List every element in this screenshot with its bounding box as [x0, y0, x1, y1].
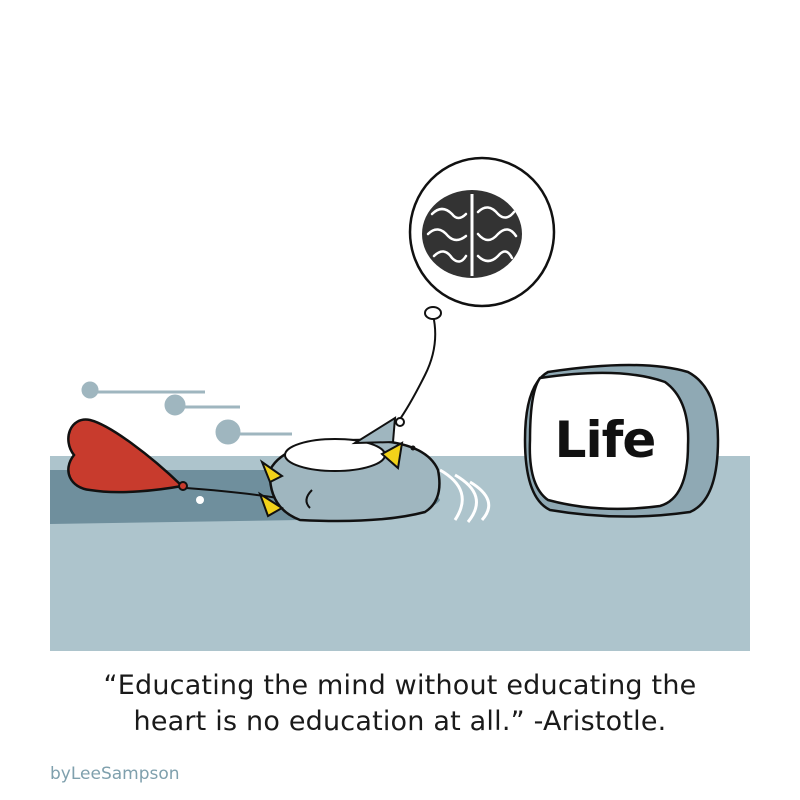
boulder-label: Life — [554, 411, 656, 469]
caption-line-1: “Educating the mind without educating the — [103, 670, 697, 701]
brain-icon — [422, 190, 522, 278]
caption-line-2: heart is no education at all.” -Aristotle. — [133, 706, 667, 737]
quote-caption — [0, 668, 800, 740]
artist-signature: byLeeSampson — [50, 764, 180, 784]
balloon-string — [398, 315, 435, 422]
brain-balloon — [410, 158, 554, 319]
